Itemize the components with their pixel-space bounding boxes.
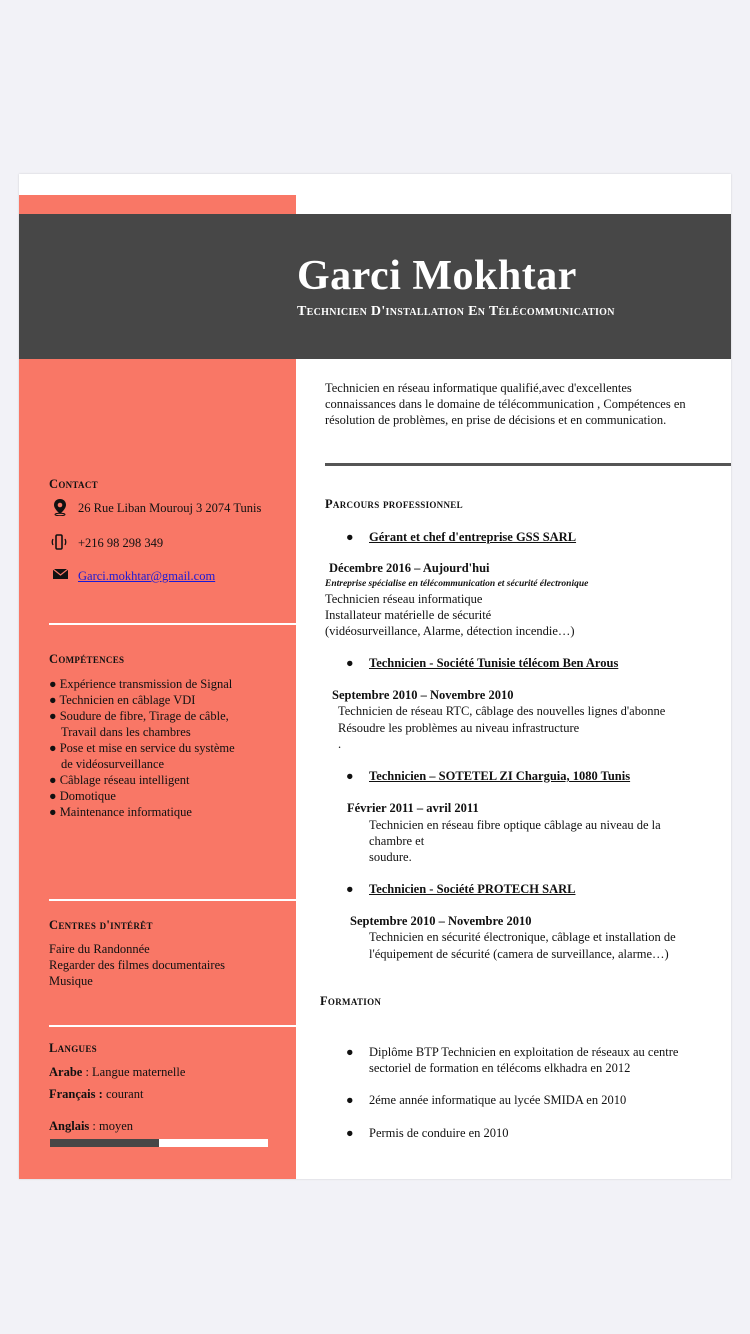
experience-heading: Parcours professionnel <box>325 497 463 511</box>
education-item: 2éme année informatique au lycée SMIDA en 2010 <box>369 1093 627 1107</box>
education-item: Diplôme BTP Technicien en exploitation de réseaux au centre <box>369 1045 679 1059</box>
interests-heading: Centres d'intérêt <box>49 918 153 932</box>
list-item: ● Maintenance informatique <box>49 805 192 819</box>
bullet: ● <box>346 882 354 896</box>
job-line: l'équipement de sécurité (camera de surveillance, alarme…) <box>369 947 669 961</box>
interest-item: Regarder des filmes documentaires <box>49 958 225 972</box>
job-title: Technicien D'installation En Télécommunication <box>297 304 615 319</box>
job-line: soudure. <box>369 850 412 864</box>
divider <box>325 463 731 466</box>
skills-heading: Compétences <box>49 652 125 666</box>
contact-email-link[interactable]: Garci.mokhtar@gmail.com <box>78 569 216 583</box>
job-line: Technicien de réseau RTC, câblage des nouvelles lignes d'abonne <box>338 704 666 718</box>
contact-address: 26 Rue Liban Mourouj 3 2074 Tunis <box>78 501 262 515</box>
job-period: Septembre 2010 – Novembre 2010 <box>332 688 514 702</box>
job-line: Technicien en réseau fibre optique câblage au niveau de la <box>369 818 661 832</box>
language-item: Arabe : Langue maternelle <box>49 1065 186 1079</box>
profile-summary: Technicien en réseau informatique qualifié,avec d'excellentes connaissances dans le domaine de télécommunication , Compétences en résolution de problèmes, en prise de décisions et en communication. <box>325 381 686 427</box>
job-line: Technicien en sécurité électronique, câblage et installation de <box>369 930 676 944</box>
job-period: Février 2011 – avril 2011 <box>347 801 479 815</box>
languages-heading: Langues <box>49 1041 97 1055</box>
location-pin-icon <box>51 498 69 516</box>
job-line: Résoudre les problèmes au niveau infrastructure <box>338 721 580 735</box>
envelope-icon <box>52 566 70 584</box>
contact-heading: Contact <box>49 477 98 491</box>
interest-item: Musique <box>49 974 93 988</box>
bullet: ● <box>346 1093 354 1107</box>
divider <box>49 623 296 625</box>
education-heading: Formation <box>320 994 382 1008</box>
skills-list <box>49 676 235 820</box>
english-level-bar <box>50 1139 268 1147</box>
english-level-fill <box>50 1139 159 1147</box>
resume-page <box>19 174 731 1179</box>
job-line: Installateur matérielle de sécurité <box>325 608 492 622</box>
job-line: chambre et <box>369 834 425 848</box>
person-name: Garci Mokhtar <box>297 253 577 299</box>
list-item: ● Soudure de fibre, Tirage de câble, <box>49 709 229 723</box>
bullet: ● <box>346 769 354 783</box>
list-item: ● Technicien en câblage VDI <box>49 693 196 707</box>
job-subtitle: Entreprise spécialise en télécommunication et sécurité électronique <box>325 579 589 589</box>
job-title: Technicien – SOTETEL ZI Charguia, 1080 Tunis <box>369 769 631 783</box>
job-title: Technicien - Société Tunisie télécom Ben Arous <box>369 656 619 670</box>
job-period: Décembre 2016 – Aujourd'hui <box>329 561 490 575</box>
list-item: ● Expérience transmission de Signal <box>49 677 233 691</box>
interest-item: Faire du Randonnée <box>49 942 150 956</box>
education-item: sectoriel de formation en télécoms elkhadra en 2012 <box>369 1061 631 1075</box>
contact-phone: +216 98 298 349 <box>78 536 164 550</box>
bullet: ● <box>346 530 354 544</box>
bullet: ● <box>346 1126 354 1140</box>
divider <box>49 1025 296 1027</box>
bullet: ● <box>346 1045 354 1059</box>
list-item: de vidéosurveillance <box>61 757 165 771</box>
job-period: Septembre 2010 – Novembre 2010 <box>350 914 532 928</box>
job-title: Technicien - Société PROTECH SARL <box>369 882 576 896</box>
bullet: ● <box>346 656 354 670</box>
divider <box>49 899 296 901</box>
education-item: Permis de conduire en 2010 <box>369 1126 509 1140</box>
list-item: ● Câblage réseau intelligent <box>49 773 190 787</box>
job-line: (vidéosurveillance, Alarme, détection incendie…) <box>325 624 575 638</box>
list-item: ● Pose et mise en service du système <box>49 741 235 755</box>
list-item: Travail dans les chambres <box>61 725 191 739</box>
list-item: ● Domotique <box>49 789 116 803</box>
phone-icon <box>50 533 68 551</box>
job-line: Technicien réseau informatique <box>325 592 483 606</box>
language-item: Français : courant <box>49 1087 144 1101</box>
job-line: . <box>338 737 342 751</box>
job-title: Gérant et chef d'entreprise GSS SARL <box>369 530 577 544</box>
language-item: Anglais : moyen <box>49 1119 134 1133</box>
